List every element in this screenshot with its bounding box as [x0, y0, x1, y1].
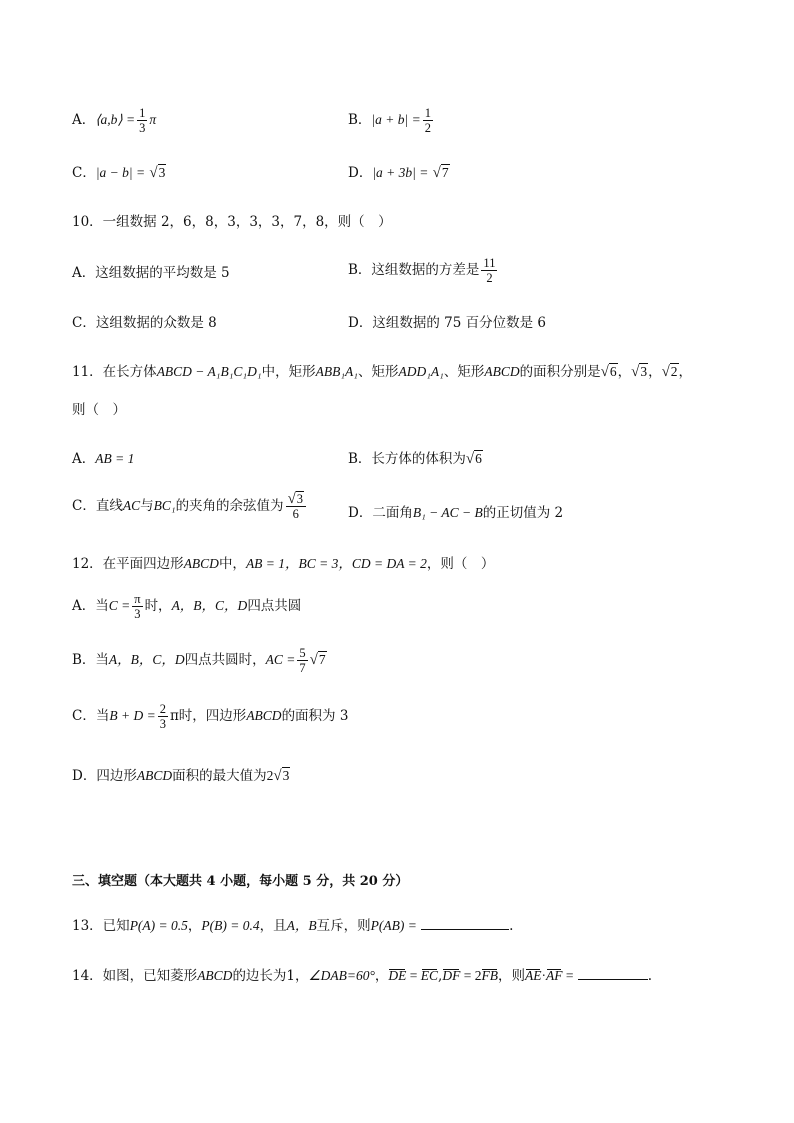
sqrt: √7 — [432, 165, 449, 181]
q9-options-row2 — [0, 152, 794, 192]
q11-stem-line2: 则（ ） — [72, 402, 126, 418]
fraction: $\frac{11}{2}$ — [483, 256, 496, 285]
fraction: $\frac{2}{3}$ — [159, 702, 166, 731]
q11-option-c: C．直线AC与BC₁的夹角的余弦值为 $\frac{√3}{6}$ — [72, 492, 308, 521]
q11-option-b: B．长方体的体积为√6 — [348, 451, 482, 467]
q10-stem: 10．一组数据 2，6，8，3，3，3，7，8，则（ ） — [72, 214, 392, 230]
q11-stem-line1: 11．在长方体ABCD − A₁B₁C₁D₁中，矩形ABB₁A₁、矩形ADD₁A₁、矩形ABCD的面积分别是√6，√3，√2， — [72, 364, 693, 380]
fraction: $\frac{1}{3}$ — [139, 106, 146, 135]
q10-option-b: B．这组数据的方差是 $\frac{11}{2}$ — [348, 256, 496, 285]
q10-option-d: D．这组数据的 75 百分位数是 6 — [348, 315, 546, 331]
q12-option-c: C．当B + D = $\frac{2}{3}$ π时，四边形ABCD的面积为 3 — [72, 702, 349, 731]
q9-option-d: D．|a + 3b| = √7 — [348, 165, 449, 181]
section-heading: 三、填空题（本大题共 4 小题，每小题 5 分，共 20 分） — [72, 874, 409, 889]
answer-blank[interactable] — [578, 977, 648, 980]
q10-options-row1 — [0, 252, 794, 292]
fraction: $\frac{5}{7}$ — [299, 646, 306, 675]
q11-option-d: D．二面角B₁ − AC − B的正切值为 2 — [348, 505, 564, 521]
answer-blank[interactable] — [421, 927, 509, 930]
q12-option-b: B．当A，B，C，D四点共圆时，AC = $\frac{5}{7}$ √7 — [72, 646, 326, 675]
fraction: $\frac{√3}{6}$ — [286, 492, 306, 521]
fraction: $\frac{\pi}{3}$ — [134, 592, 141, 621]
q12-option-a: A．当C = $\frac{\pi}{3}$ 时，A，B，C，D四点共圆 — [72, 592, 302, 621]
fraction: $\frac{1}{2}$ — [424, 106, 431, 135]
q11-options-row2 — [0, 490, 794, 530]
q9-options-row1 — [0, 96, 794, 136]
sqrt: √3 — [149, 165, 166, 181]
q13: 13．已知P(A) = 0.5，P(B) = 0.4，且A，B互斥，则P(AB) = . — [72, 918, 514, 934]
q11-option-a: A．AB = 1 — [72, 451, 135, 467]
q10-option-a: A．这组数据的平均数是 5 — [72, 265, 230, 281]
q12-stem: 12．在平面四边形ABCD中，AB = 1，BC = 3，CD = DA = 2，则（ ） — [72, 556, 495, 572]
q14: 14．如图，已知菱形ABCD的边长为1，∠DAB=60°，DE = EC,DF = 2FB，则AE·AF = . — [72, 968, 653, 984]
q10-option-c: C．这组数据的众数是 8 — [72, 315, 217, 331]
q9-option-c: C．|a − b| = √3 — [72, 165, 166, 181]
q10-options-row2 — [0, 302, 794, 342]
q9-option-b: B．|a + b| = $\frac{1}{2}$ — [348, 106, 431, 135]
q12-option-d: D．四边形ABCD面积的最大值为2√3 — [72, 768, 290, 784]
q11-options-row1 — [0, 438, 794, 478]
q9-option-a: A．⟨a,b⟩ = $\frac{1}{3}$ π — [72, 106, 157, 135]
